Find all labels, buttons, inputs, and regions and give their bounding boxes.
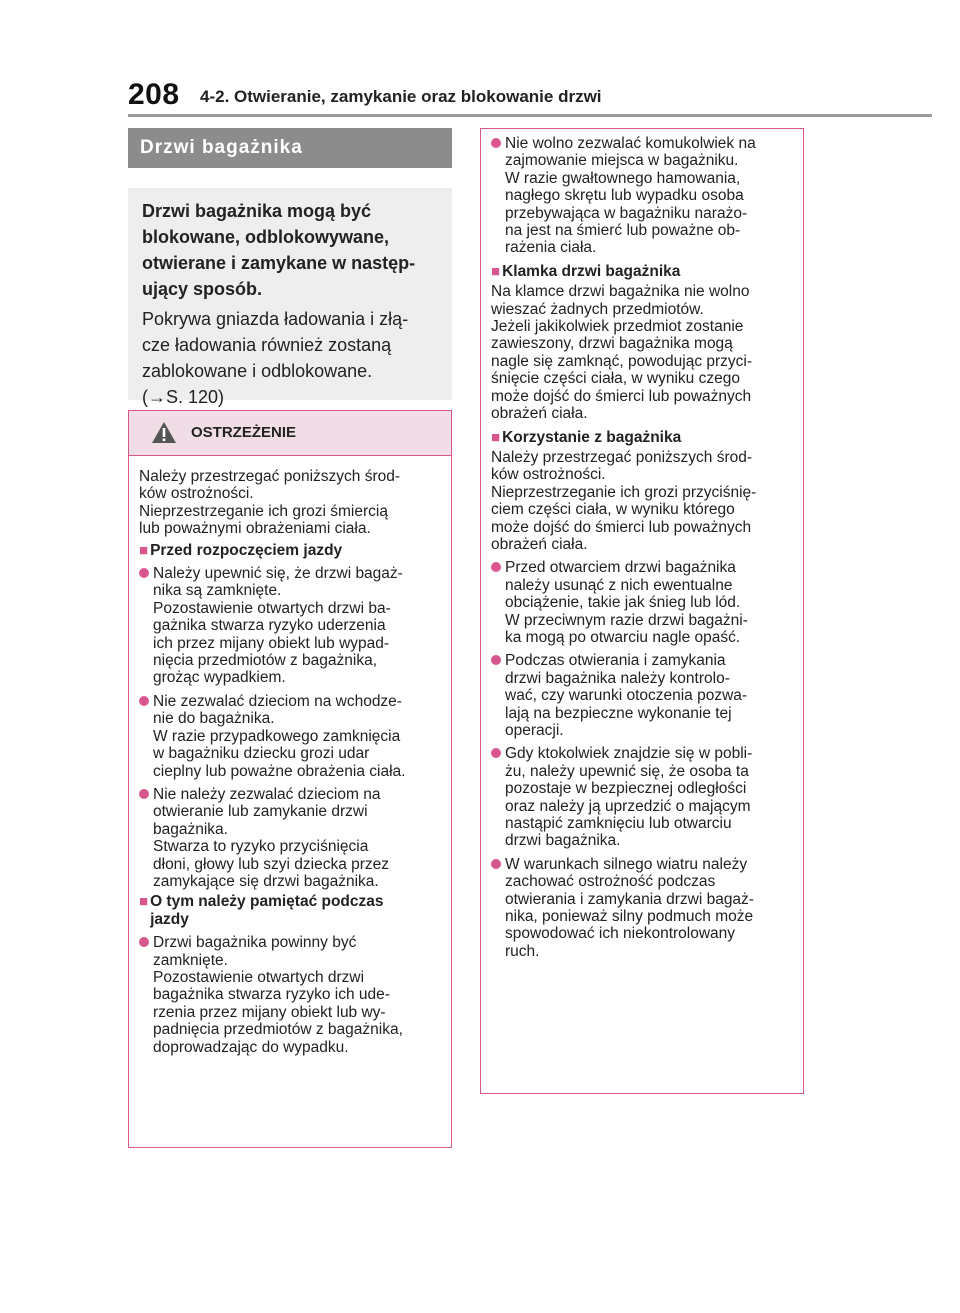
bullet-dot-icon <box>491 748 501 758</box>
subheading: ■ Korzystanie z bagażnika <box>491 428 682 446</box>
warning-box-continued <box>480 128 804 1094</box>
warning-content-continued <box>481 129 803 960</box>
list-item: Nie wolno zezwalać komukolwiek na zajmowanie miejsca w bagażniku. W razie gwałtownego hamowania, nagłego skrętu lub wypadku osoba przebywająca w bagażniku narażo- na jest na śmierć lub poważne ob- rażenia ciała. <box>491 135 795 257</box>
bullet-dot-icon <box>139 568 149 578</box>
intro-text: Pokrywa gniazda ładowania i złą- cze ładowania również zostaną zablokowane i odblokowane. (→S. 120) <box>142 309 409 407</box>
square-bullet-icon: ■ <box>491 428 501 446</box>
bullet-dot-icon <box>139 937 149 947</box>
list-item: Podczas otwierania i zamykania drzwi bagażnika należy kontrolo- wać, czy warunki otoczenia pozwa- lają na bezpieczne wykonanie tej operacji. <box>491 652 795 739</box>
square-bullet-icon: ■ <box>139 893 149 911</box>
chapter-title: 4-2. Otwieranie, zamykanie oraz blokowanie drzwi <box>200 87 602 106</box>
bullet-dot-icon <box>491 655 501 665</box>
bullet-dot-icon <box>139 696 149 706</box>
square-bullet-icon: ■ <box>491 262 501 280</box>
list-item: Należy upewnić się, że drzwi bagaż- nika są zamknięte. Pozostawienie otwartych drzwi ba- gażnika stwarza ryzyko uderzenia ich przez mijany obiekt lub wypad- nięcia przedmiotów z bagażnika, grożąc wypadkiem. <box>139 565 443 687</box>
intro-box <box>128 188 452 407</box>
list-item: Przed otwarciem drzwi bagażnika należy usunąć z nich ewentualne obciążenie, takie jak śnieg lub lód. W przeciwnym razie drzwi bagażni- ka mogą po otwarciu nagle opaść. <box>491 559 795 646</box>
list-item: Gdy ktokolwiek znajdzie się w pobli- żu, należy upewnić się, że osoba ta pozostaje w bezpiecznej odległości oraz należy ją uprzedzić o mającym nastąpić zamknięciu lub otwarciu drzwi bagażnika. <box>491 745 795 849</box>
bullet-dot-icon <box>491 562 501 572</box>
bullet-dot-icon <box>491 859 501 869</box>
warning-triangle-icon <box>151 421 177 444</box>
section-title: Drzwi bagażnika <box>128 128 452 168</box>
intro-bold-text: Drzwi bagażnika mogą być blokowane, odblokowywane, otwierane i zamykane w następ- ujący sposób. <box>142 201 416 299</box>
square-bullet-icon: ■ <box>139 541 149 559</box>
subheading: ■ Przed rozpoczęciem jazdy <box>139 541 343 559</box>
page-number: 208 <box>128 78 180 111</box>
warning-title: OSTRZEŻENIE <box>191 424 297 441</box>
list-item: Drzwi bagażnika powinny być zamknięte. Pozostawienie otwartych drzwi bagażnika stwarza ryzyko ich ude- rzenia przez mijany obiekt lub wy- padnięcia przedmiotów z bagażnika, doprowadzając do wypadku. <box>139 934 443 1056</box>
header-divider <box>128 114 932 117</box>
subheading: ■ O tym należy pamiętać podczas jazdy <box>139 893 384 928</box>
paragraph: Należy przestrzegać poniższych środ- ków ostrożności. Nieprzestrzeganie ich grozi przyciśnię- ciem części ciała, w wyniku którego może dojść do śmierci lub poważnych obrażeń ciała. <box>491 448 757 553</box>
subheading: ■ Klamka drzwi bagażnika <box>491 262 681 280</box>
list-item: Nie zezwalać dzieciom na wchodze- nie do bagażnika. W razie przypadkowego zamknięcia w bagażniku dziecku grozi udar cieplny lub poważne obrażenia ciała. <box>139 693 443 780</box>
warning-intro: Należy przestrzegać poniższych środ- ków ostrożności. Nieprzestrzeganie ich grozi śmiercią lub poważnymi obrażeniami ciała. <box>139 468 401 538</box>
warning-content <box>129 456 451 1056</box>
warning-box <box>128 410 452 1148</box>
bullet-dot-icon <box>491 138 501 148</box>
page-header <box>128 78 932 118</box>
list-item: W warunkach silnego wiatru należy zachować ostrożność podczas otwierania i zamykania drzwi bagaż- nika, ponieważ silny podmuch może spowodować ich niekontrolowany ruch. <box>491 856 795 960</box>
paragraph: Na klamce drzwi bagażnika nie wolno wieszać żadnych przedmiotów. Jeżeli jakikolwiek przedmiot zostanie zawieszony, drzwi bagażnika mogą nagle się zamknąć, powodując przyci- śnięcie części ciała, w wyniku czego może dojść do śmierci lub poważnych obrażeń ciała. <box>491 283 753 423</box>
bullet-dot-icon <box>139 789 149 799</box>
list-item: Nie należy zezwalać dzieciom na otwieranie lub zamykanie drzwi bagażnika. Stwarza to ryzyko przyciśnięcia dłoni, głowy lub szyi dziecka przez zamykające się drzwi bagażnika. <box>139 786 443 890</box>
warning-header <box>129 411 451 456</box>
